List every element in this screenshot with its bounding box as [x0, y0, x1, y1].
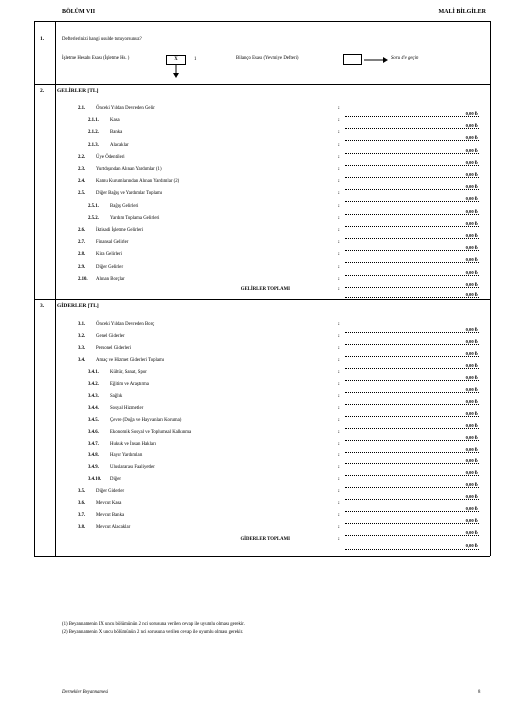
row-code: 3.4.6. — [88, 429, 99, 435]
row-code: 2.1.1. — [88, 118, 99, 124]
row-colon: : — [338, 513, 340, 519]
row-label: Çevre (Doğa ve Hayvanları Koruma) — [110, 417, 182, 423]
row-label: Diğer Giderler — [96, 489, 125, 495]
frame-right — [490, 21, 491, 556]
amount-field[interactable]: 0,00 ₺ — [465, 374, 478, 380]
row-label: Önceki Yıldan Devreden Borç — [96, 322, 155, 327]
row-colon: : — [338, 118, 340, 124]
bilanco-checkbox[interactable] — [343, 54, 362, 65]
row-code: 3.4. — [78, 357, 86, 363]
row-label: Banka — [110, 130, 123, 136]
gider-total-value: 0,00 ₺ — [465, 543, 478, 548]
divider-q1 — [34, 84, 490, 85]
row-label: Diğer Gelirler — [96, 264, 124, 270]
row-colon: : — [338, 453, 340, 459]
row-code: 3.4.10. — [88, 477, 102, 483]
frame-left — [34, 21, 35, 556]
row-code: 2.1.3. — [88, 142, 99, 148]
row-label: Alınan Borçlar — [96, 276, 125, 282]
frame-bottom — [34, 556, 490, 557]
section-label: BÖLÜM VII — [62, 9, 96, 15]
row-colon: : — [338, 477, 340, 483]
row-code: 3.7. — [78, 513, 86, 519]
row-colon: : — [338, 417, 340, 423]
amount-field[interactable]: 0,00 ₺ — [465, 233, 478, 238]
row-code: 3.8. — [78, 525, 86, 531]
amount-field[interactable]: 0,00 ₺ — [465, 159, 478, 165]
row-colon: : — [338, 276, 340, 282]
row-code: 2.10. — [78, 276, 88, 282]
row-code: 2.1.2. — [88, 130, 99, 136]
gelir-total-label: GELİRLER TOPLAMI — [240, 287, 290, 292]
amount-field[interactable]: 0,00 ₺ — [465, 410, 478, 416]
row-label: İktisadi İşletme Gelirleri — [96, 228, 144, 233]
row-label: Bağış Gelirleri — [110, 203, 139, 209]
row-colon: : — [338, 357, 340, 363]
row-code: 2.5.1. — [88, 203, 99, 209]
amount-field[interactable]: 0,00 ₺ — [465, 506, 478, 512]
q1-number: 1. — [40, 36, 45, 42]
checkbox-mark: X — [174, 57, 178, 62]
gider-total-label: GİDERLER TOPLAMI — [240, 537, 290, 542]
row-label: Yurtdışından Alınan Yardımlar (1) — [96, 167, 162, 172]
row-code: 3.4.4. — [88, 405, 99, 411]
row-code: 2.5. — [78, 191, 86, 197]
row-label: Kira Gelirleri — [96, 252, 122, 258]
row-code: 3.4.2. — [88, 381, 99, 387]
row-code: 3.4.1. — [88, 369, 99, 375]
amount-field[interactable]: 0,00 ₺ — [465, 338, 478, 344]
row-label: Uluslararası Faaliyetler — [110, 465, 155, 471]
amount-field[interactable]: 0,00 ₺ — [465, 269, 478, 275]
amount-field[interactable]: 0,00 ₺ — [465, 434, 478, 440]
row-label: Ekonomik Sosyal ve Toplumsal Kalkınma — [110, 429, 192, 435]
q1-option-isletme: İşletme Hesabı Esası (İşletme Hs. ) — [62, 56, 130, 61]
arrow-right-icon — [364, 56, 388, 64]
row-code: 3.2. — [78, 333, 86, 339]
frame-top — [34, 21, 490, 22]
amount-field[interactable]: 0,00 ₺ — [465, 398, 478, 404]
gelir-total-colon: : — [338, 287, 340, 292]
amount-field[interactable]: 0,00 ₺ — [465, 245, 478, 251]
row-label: Kamu Kurumlarından Alınan Yardımlar (2) — [96, 179, 180, 185]
amount-field[interactable]: 0,00 ₺ — [465, 530, 478, 536]
row-code: 2.8. — [78, 252, 86, 258]
row-colon: : — [338, 203, 340, 209]
row-colon: : — [338, 130, 340, 136]
row-colon: : — [338, 393, 340, 399]
row-label: Diğer — [110, 477, 121, 483]
row-code: 3.1. — [78, 322, 86, 327]
row-colon: : — [338, 142, 340, 148]
amount-field[interactable]: 0,00 ₺ — [465, 482, 478, 488]
amount-field[interactable]: 0,00 ₺ — [465, 494, 478, 500]
row-code: 3.3. — [78, 345, 86, 351]
amount-field[interactable]: 0,00 ₺ — [465, 184, 478, 190]
row-label: Mevcut Kasa — [96, 501, 122, 507]
row-code: 3.4.8. — [88, 453, 99, 459]
amount-field[interactable]: 0,00 ₺ — [465, 470, 478, 476]
row-colon: : — [338, 333, 340, 339]
gelir-total-value: 0,00 ₺ — [465, 292, 478, 297]
amount-field[interactable]: 0,00 ₺ — [465, 135, 478, 141]
q1-option-bilanco: Bilanço Esası (Yevmiye Defteri) — [236, 56, 299, 61]
row-colon: : — [338, 252, 340, 258]
row-code: 2.5.2. — [88, 215, 99, 221]
row-colon: : — [338, 369, 340, 375]
q1-question: Defterlerinizi hangi usulde tutuyorsunuz? — [62, 37, 142, 42]
divider-gelir — [34, 299, 490, 300]
gider-number: 3. — [40, 303, 45, 309]
row-colon: : — [338, 215, 340, 221]
amount-field[interactable]: 0,00 ₺ — [465, 220, 478, 226]
row-label: Önceki Yıldan Devreden Gelir — [96, 106, 155, 111]
row-code: 2.6. — [78, 228, 86, 233]
row-label: Kasa — [110, 118, 120, 124]
row-code: 2.4. — [78, 179, 86, 185]
gider-total-colon: : — [338, 537, 340, 542]
row-label: Alacaklar — [110, 142, 129, 148]
row-colon: : — [338, 489, 340, 495]
q1-skip-note: Soru 4'e geçin — [391, 56, 419, 61]
row-label: Kültür, Sanat, Spor — [110, 369, 147, 375]
row-code: 2.1. — [78, 106, 86, 111]
row-label: Genel Giderler — [96, 333, 125, 339]
row-label: Mevcut Banka — [96, 513, 125, 519]
row-code: 3.6. — [78, 501, 86, 507]
amount-field[interactable]: 0,00 ₺ — [465, 458, 478, 464]
row-colon: : — [338, 345, 340, 351]
row-label: Amaç ve Hizmet Giderleri Toplamı — [96, 357, 165, 363]
row-code: 3.4.7. — [88, 441, 99, 447]
row-code: 2.3. — [78, 167, 86, 172]
row-code: 2.9. — [78, 264, 86, 270]
amount-field[interactable]: 0,00 ₺ — [465, 386, 478, 392]
amount-field[interactable]: 0,00 ₺ — [465, 257, 478, 263]
row-label: Hukuk ve İnsan Hakları — [110, 441, 156, 447]
row-colon: : — [338, 154, 340, 160]
row-label: Yardım Toplama Gelirleri — [110, 215, 160, 221]
gider-total-line — [345, 549, 479, 550]
row-colon: : — [338, 228, 340, 233]
q1-option-note: 1 — [194, 57, 197, 62]
arrow-down-icon — [172, 65, 180, 79]
footer-doc-name: Dernekler Beyannamesi — [62, 690, 109, 695]
gider-title: GİDERLER [TL] — [57, 303, 99, 309]
amount-field[interactable]: 0,00 ₺ — [465, 196, 478, 202]
footnote-2: (2) Beyannamenin X uncu bölümünün 2 nci sorusuna verilen cevap ile uyumlu olması gerekir. — [62, 630, 244, 635]
amount-field[interactable]: 0,00 ₺ — [465, 111, 478, 116]
row-label: Mevcut Alacaklar — [96, 525, 131, 531]
row-code: 3.4.3. — [88, 393, 99, 399]
row-label: Eğitim ve Araştırma — [110, 381, 149, 387]
row-colon: : — [338, 429, 340, 435]
isletme-checkbox[interactable] — [166, 55, 186, 65]
amount-field[interactable]: 0,00 ₺ — [465, 518, 478, 524]
row-colon: : — [338, 405, 340, 411]
row-colon: : — [338, 465, 340, 471]
number-column-divider — [55, 21, 56, 556]
row-label: Diğer Bağış ve Yardımlar Toplamı — [96, 191, 163, 197]
amount-field[interactable]: 0,00 ₺ — [465, 281, 478, 287]
row-colon: : — [338, 179, 340, 185]
row-colon: : — [338, 441, 340, 447]
amount-field[interactable]: 0,00 ₺ — [465, 362, 478, 368]
row-colon: : — [338, 322, 340, 327]
page-number: 8 — [478, 690, 481, 695]
amount-field[interactable]: 0,00 ₺ — [465, 172, 478, 177]
row-colon: : — [338, 167, 340, 172]
amount-field[interactable]: 0,00 ₺ — [465, 350, 478, 356]
amount-field[interactable]: 0,00 ₺ — [465, 123, 478, 129]
amount-field[interactable]: 0,00 ₺ — [465, 327, 478, 332]
row-code: 3.5. — [78, 489, 86, 495]
row-colon: : — [338, 106, 340, 111]
amount-field[interactable]: 0,00 ₺ — [465, 422, 478, 428]
page-title: MALİ BİLGİLER — [438, 9, 486, 15]
row-colon: : — [338, 264, 340, 270]
row-label: Üye Ödentileri — [96, 154, 125, 160]
amount-field[interactable]: 0,00 ₺ — [465, 147, 478, 153]
row-label: Sosyal Hizmetler — [110, 405, 144, 411]
row-label: Hayır Yardımları — [110, 453, 143, 459]
gelir-title: GELİRLER [TL] — [57, 88, 99, 94]
row-colon: : — [338, 240, 340, 246]
row-label: Personel Giderleri — [96, 345, 132, 351]
row-colon: : — [338, 501, 340, 507]
row-label: Finansal Gelirler — [96, 240, 129, 246]
row-label: Sağlık — [110, 393, 123, 399]
row-code: 3.4.9. — [88, 465, 99, 471]
row-code: 2.2. — [78, 154, 86, 160]
amount-field[interactable]: 0,00 ₺ — [465, 446, 478, 452]
gelir-number: 2. — [40, 88, 45, 94]
row-colon: : — [338, 191, 340, 197]
row-code: 3.4.5. — [88, 417, 99, 423]
row-colon: : — [338, 525, 340, 531]
row-colon: : — [338, 381, 340, 387]
footnote-1: (1) Beyannamenin IX uncu bölümünün 2 nci sorusuna verilen cevap ile uyumlu olması gerekir. — [62, 622, 245, 627]
amount-field[interactable]: 0,00 ₺ — [465, 208, 478, 214]
row-code: 2.7. — [78, 240, 86, 246]
